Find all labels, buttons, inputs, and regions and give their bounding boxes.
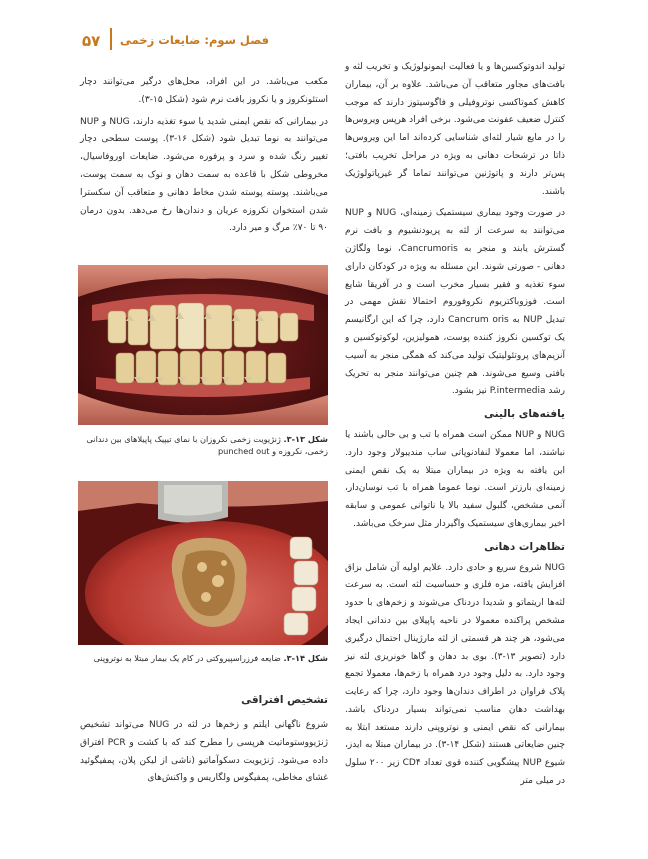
paragraph: در بیمارانی که نقص ایمنی شدید یا سوء تغذیه دارند، NUG و NUP می‌توانند به نوما تبدیل شود (شکل ۱۶-۳). پوست سطحی دچار تغییر رنگ شده و سرد و پرفوره می‌شود. ضایعات اوروفاسیال، مخروطی شکل با قاعده به سمت دهان و نوک به سمت پوست، می‌باشند. پوسته پوسته شدن مخاط دهانی و متعاقب آن سکسترا شدن استخوان نکروزه عریان و دندان‌ها رخ می‌دهد. بدون درمان ۹۰ تا ۷۰٪ مرگ و میر دارد. (80, 116, 328, 234)
figure-13-3-caption (78, 433, 328, 457)
figure-label: شکل ۱۴-۳. (283, 653, 328, 663)
caption-text: ژنژیویت زخمی نکروزان با نمای تیپیک پاپیلاهای بین دندانی زخمی، نکروزه و punched out (86, 434, 328, 456)
paragraph: تولید اندوتوکسین‌ها و یا فعالیت ایمونولوژیک و تخریب لثه و بافت‌های مجاور متعاقب آن می‌باشد. علاوه بر آن، بیماران کاهش کموتاکسی نوتروفیلی و فاگوسیتوز دارند که موجب کنترل ضعیف عفونت می‌شود. برخی افراد هرپس ویروس‌ها را در مایع شیار لثه‌ای شناسایی کرده‌اند اما این ویروس‌ها ذاتا در ترشحات دهانی به ویژه در مراحل تخریب بافتی؛ پس‌تر دارند و پاتوژنین می‌توانند تماما گر غیرپاتولوژیک باشند. (345, 62, 565, 197)
chapter-title: فصل سوم: ضایعات زخمی (120, 33, 270, 47)
section-heading-differential: تشخیص افتراقی (241, 694, 328, 706)
figure-13-3-photo (78, 265, 328, 425)
gingivitis-photo (78, 265, 328, 425)
page-header (0, 28, 648, 60)
header-divider (110, 28, 112, 50)
paragraph: شروع ناگهانی ایلتم و زخم‌ها در لثه در NUG می‌تواند تشخیص ژنژیووستوماتیت هرپسی را مطرح کند که با کشت و PCR افتراق داده می‌شود. ژنژیویت دسکوآماتیو (ناشی از لیکن پلان، پمفیگوئید غشای مخاطی، پمفیگوس ولگاریس و واکنش‌های (80, 720, 328, 784)
paragraph: NUG و NUP ممکن است همراه با تب و بی حالی باشند یا نباشند، اما معمولا لنفادنوپاتی ساب مندیبولار وجود دارد. این یافته به ویژه در بیماران مبتلا به یک نقص ایمنی زمینه‌ای بارزتر است. نوما عموما همراه با تب نوسان‌دار، آنمی مشخص، گلبول سفید بالا یا ناتوانی عمومی و سابقه اخیر بیماری‌های سیستمیک واگیردار مثل سرخک می‌باشد. (345, 429, 565, 529)
figure-14-3-caption (78, 652, 328, 664)
left-column-bottom (80, 717, 328, 792)
left-column-top (80, 74, 328, 242)
caption-text: ضایعه فرزراسپیروکتی در کام یک بیمار مبتلا به نوتروپنی (93, 653, 281, 663)
page-number: ۵۷ (82, 32, 101, 50)
right-column (345, 59, 565, 795)
figure-label: شکل ۱۳-۳. (283, 434, 328, 444)
section-heading-clinical: یافته‌های بالینی (484, 408, 565, 421)
paragraph: در صورت وجود بیماری سیستمیک زمینه‌ای، NUG و NUP می‌توانند به سرعت از لثه به پریودنشیوم و بافت نرم گسترش یابند و منجر به Cancrumoris، نوما ولگاژن دهانی - صورتی شوند. این مسئله به ویژه در کودکان دارای سوء تغذیه و فقیر بسیار مخرب است و در آفریقا شایع است. فوزوباکتریوم نکروفوروم احتمالا نقش مهمی در تبدیل NUP به Cancrum oris دارد، چرا که این ارگانیسم یک توکسین نکروز کننده پوست، همولیزین، لوکوتوکسین و آنزیم‌های پروتئولیتیک تولید می‌کند که همگی منجر به آسیب بافتی وسیع می‌شوند. هم چنین می‌توانند منجر به تحریک رشد P.intermedia نیز بشود. (345, 208, 566, 397)
paragraph: NUG شروع سریع و حادی دارد. علایم اولیه آن شامل بزاق افزایش یافته، مزه فلزی و حساسیت لثه است. به سرعت لثه‌ها اریتماتو و شدیدا دردناک می‌شوند و زخم‌های با حدود مشخص پراکنده معمولا در ناحیه پاپیلای بین دندانی ایجاد می‌شود، هر چند هر قسمتی از لثه مارژینال احتمال درگیری دارد (تصویر ۱۳-۳). بوی بد دهان و گاها خونریزی لثه نیز وجود دارد. به دلیل وجود درد همراه با زخم‌ها، معمولا تجمع پلاک فراوان در اطراف دندان‌ها وجود دارد، چرا که رعایت بهداشت دهان مناسب نمی‌تواند بسیار دردناک باشد. بیمارانی که نقص ایمنی و نوتروپنی دارند مستعد ابتلا به چنین ضایعاتی هستند (شکل ۱۴-۳). در بیماران مبتلا به ایدز، شیوع NUP پیشگویی کننده قوی تعداد CD۴ زیر ۲۰۰ سلول در میلی متر (345, 562, 565, 787)
paragraph: مکعب می‌باشد. در این افراد، محل‌های درگیر می‌توانند دچار استئونکروز و یا نکروز بافت نرم شود (شکل ۱۵-۳). (80, 77, 328, 105)
section-heading-oral: تظاهرات دهانی (484, 540, 565, 553)
figure-14-3-photo (78, 481, 328, 645)
palate-lesion-photo (78, 481, 328, 645)
